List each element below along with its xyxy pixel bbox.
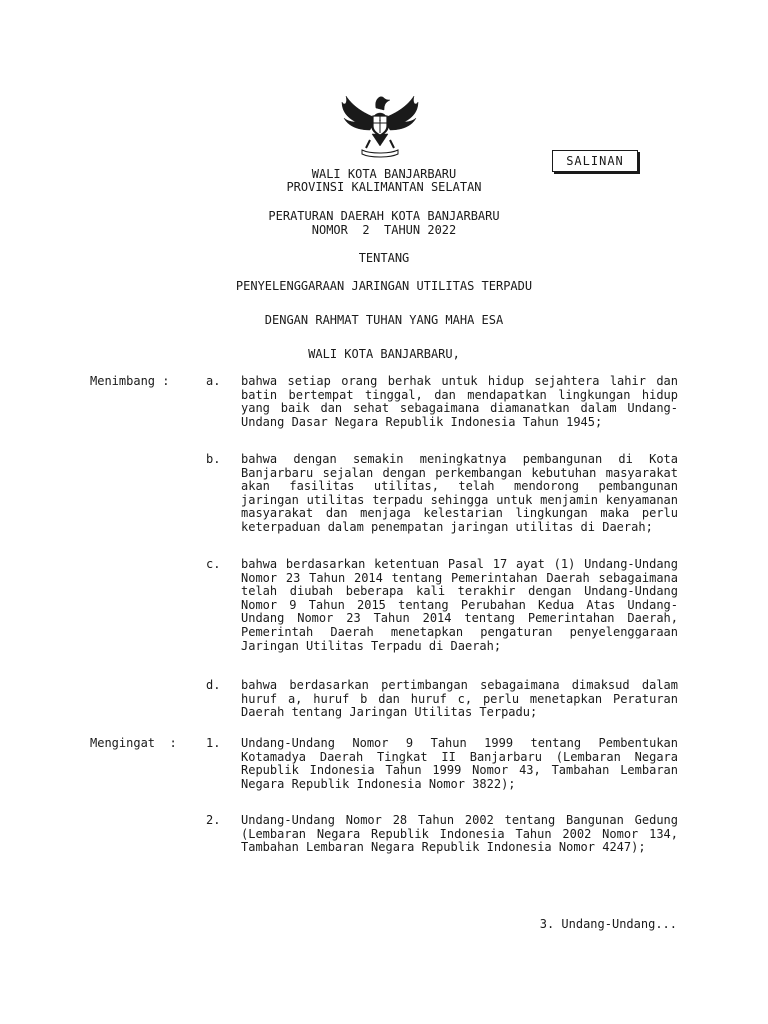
regulation-title: PERATURAN DAERAH KOTA BANJARBARU [268, 209, 500, 223]
menimbang-marker: d. [206, 678, 221, 692]
authority-line: WALI KOTA BANJARBARU, [308, 347, 460, 361]
province-title: PROVINSI KALIMANTAN SELATAN [286, 180, 482, 194]
salinan-stamp: SALINAN [552, 150, 638, 172]
menimbang-marker: c. [206, 557, 221, 571]
regulation-subject: PENYELENGGARAAN JARINGAN UTILITAS TERPADU [235, 279, 533, 293]
mengingat-marker: 2. [206, 813, 221, 827]
menimbang-item: bahwa berdasarkan ketentuan Pasal 17 ayat (1) Undang-Undang Nomor 23 Tahun 2014 tentang Pemerintahan Daerah sebagaimana telah diubah beberapa kali terakhir dengan Undang-Undang Nomor 9 Tahun 2015 tentang Perubahan Kedua Atas Undang-Undang Nomor 23 Tahun 2014 tentang Pemerintahan Daerah, Pemerintah Daerah menetapkan pengaturan penyelenggaraan Jaringan Utilitas Terpadu di Daerah; [241, 557, 678, 653]
mengingat-label: Mengingat : [90, 736, 177, 750]
menimbang-label: Menimbang : [90, 374, 170, 388]
mengingat-item: Undang-Undang Nomor 9 Tahun 1999 tentang Pembentukan Kotamadya Daerah Tingkat II Banjarbaru (Lembaran Negara Republik Indonesia Tahun 1999 Nomor 43, Tambahan Lembaran Negara Republik Indonesia Nomor 3822); [241, 736, 678, 791]
menimbang-marker: a. [206, 374, 221, 388]
menimbang-item: bahwa setiap orang berhak untuk hidup sejahtera lahir dan batin bertempat tinggal, dan mendapatkan lingkungan hidup yang baik dan sehat sebagaimana diamanatkan dalam Undang-Undang Dasar Negara Republik Indonesia Tahun 1945; [241, 374, 678, 429]
mengingat-marker: 1. [206, 736, 221, 750]
issuer-title: WALI KOTA BANJARBARU [311, 167, 457, 181]
tentang-heading: TENTANG [358, 251, 410, 265]
garuda-emblem-icon [336, 88, 424, 158]
next-page-catchword: 3. Undang-Undang... [539, 917, 677, 931]
blessing-line: DENGAN RAHMAT TUHAN YANG MAHA ESA [264, 313, 504, 327]
menimbang-marker: b. [206, 452, 221, 466]
menimbang-item: bahwa berdasarkan pertimbangan sebagaimana dimaksud dalam huruf a, huruf b dan huruf c, perlu menetapkan Peraturan Daerah tentang Jaringan Utilitas Terpadu; [241, 678, 678, 720]
menimbang-item: bahwa dengan semakin meningkatnya pembangunan di Kota Banjarbaru sejalan dengan perkembangan kebutuhan masyarakat akan fasilitas utilitas, telah mendorong pembangunan jaringan utilitas terpadu sehingga untuk menjamin kenyamanan masyarakat dan menjaga kelestarian lingkungan maka perlu keterpaduan dalam penempatan jaringan utilitas di Daerah; [241, 452, 678, 534]
mengingat-item: Undang-Undang Nomor 28 Tahun 2002 tentang Bangunan Gedung (Lembaran Negara Republik Indonesia Tahun 2002 Nomor 134, Tambahan Lembaran Negara Republik Indonesia Nomor 4247); [241, 813, 678, 855]
regulation-number: NOMOR 2 TAHUN 2022 [311, 223, 457, 237]
